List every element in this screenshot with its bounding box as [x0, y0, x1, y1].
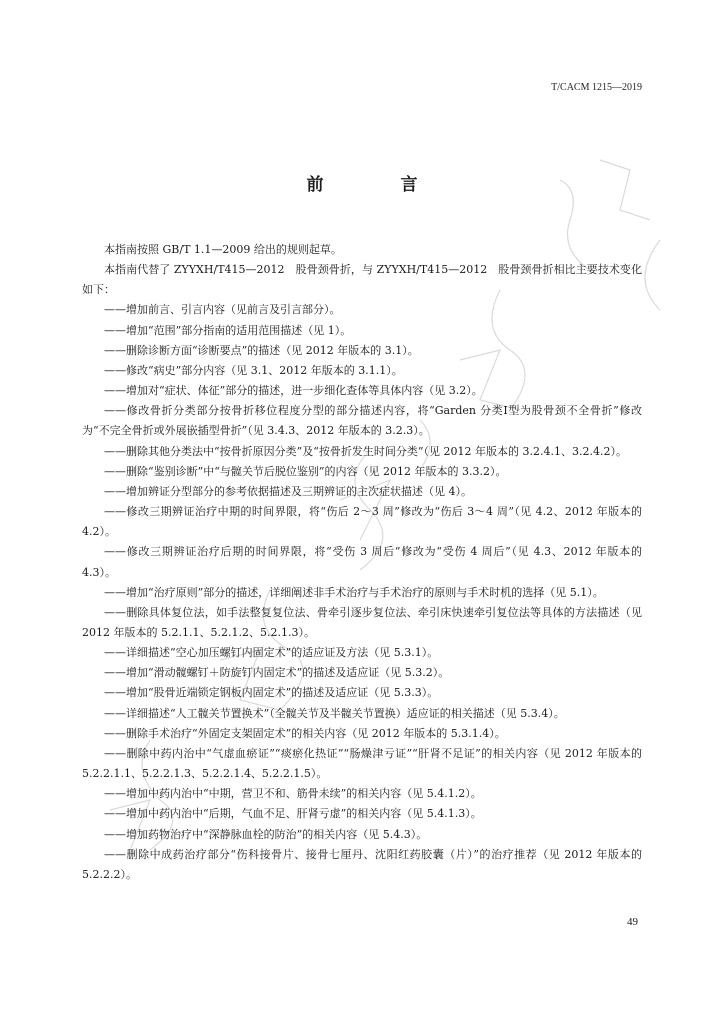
paragraph: 本指南代替了 ZYYXH/T415—2012 股骨颈骨折，与 ZYYXH/T415—2012 股骨颈骨折相比主要技术变化如下：: [82, 263, 642, 297]
page-number: 49: [627, 916, 638, 928]
page-title: 前 言: [306, 175, 448, 195]
list-item: ——删除其他分类法中“按骨折原因分类”及“按骨折发生时间分类”（见 2012 年版本的 3.2.4.1、3.2.4.2）。: [104, 444, 627, 458]
list-item: ——删除诊断方面“诊断要点”的描述（见 2012 年版本的 3.1）。: [104, 343, 419, 357]
list-item: ——增加“股骨近端锁定钢板内固定术”的描述及适应证（见 5.3.3）。: [104, 686, 439, 700]
list-item: ——增加“治疗原则”部分的描述，详细阐述非手术治疗与手术治疗的原则与手术时机的选择（见 5.1）。: [104, 585, 604, 599]
list-item: ——删除具体复位法，如手法整复复位法、骨牵引逐步复位法、牵引床快速牵引复位法等具体的方法描述（见 2012 年版本的 5.2.1.1、5.2.1.2、5.2.1.3）。: [82, 605, 642, 639]
list-item: ——删除中成药治疗部分“伤科接骨片、接骨七厘丹、沈阳红药胶囊（片）”的治疗推荐（见 2012 年版本的 5.2.2.2）。: [82, 847, 642, 881]
list-item: ——修改骨折分类部分按骨折移位程度分型的部分描述内容，将“Garden 分类Ⅰ型为股骨颈不全骨折”修改为“不完全骨折或外展嵌插型骨折”（见 3.4.3、2012 年版本的 3.2.3）。: [82, 404, 642, 438]
list-item: ——修改三期辨证治疗中期的时间界限，将“伤后 2～3 周”修改为“伤后 3～4 周”（见 4.2、2012 年版本的 4.2）。: [82, 505, 642, 539]
list-item: ——修改“病史”部分内容（见 3.1、2012 年版本的 3.1.1）。: [104, 363, 403, 377]
list-item: ——增加“范围”部分指南的适用范围描述（见 1）。: [104, 323, 352, 337]
list-item: ——增加“滑动髋螺钉＋防旋钉内固定术”的描述及适应证（见 5.3.2）。: [104, 666, 450, 680]
list-item: ——删除手术治疗“外固定支架固定术”的相关内容（见 2012 年版本的 5.3.1.4）。: [104, 726, 506, 740]
list-item: ——删除“鉴别诊断”中“与髋关节后脱位鉴别”的内容（见 2012 年版本的 3.3.2）。: [104, 464, 507, 478]
list-item: ——增加中药内治中“中期，营卫不和、筋骨未续”的相关内容（见 5.4.1.2）。: [104, 787, 482, 801]
list-item: ——增加中药内治中“后期，气血不足、肝肾亏虚”的相关内容（见 5.4.1.3）。: [104, 807, 482, 821]
list-item: ——增加前言、引言内容（见前言及引言部分）。: [104, 303, 341, 317]
list-item: ——增加对“症状、体征”部分的描述，进一步细化查体等具体内容（见 3.2）。: [104, 384, 483, 398]
list-item: ——详细描述“空心加压螺钉内固定术”的适应证及方法（见 5.3.1）。: [104, 646, 439, 660]
list-item: ——增加药物治疗中“深静脉血栓的防治”的相关内容（见 5.4.3）。: [104, 827, 428, 841]
standard-code: T/CACM 1215—2019: [551, 82, 642, 93]
list-item: ——删除中药内治中“气虚血瘀证”“痰瘀化热证”“肠燥津亏证”“肝肾不足证”的相关内容（见 2012 年版本的 5.2.2.1.1、5.2.2.1.3、5.2.2.1.4、5.2.2.1.5）。: [82, 746, 642, 781]
list-item: ——增加辨证分型部分的参考依据描述及三期辨证的主次症状描述（见 4）。: [104, 484, 472, 498]
body-text: [82, 240, 642, 885]
list-item: ——详细描述“人工髋关节置换术”（全髋关节及半髋关节置换）适应证的相关描述（见 5.3.4）。: [104, 706, 565, 720]
paragraph: 本指南按照 GB/T 1.1—2009 给出的规则起草。: [104, 243, 342, 256]
list-item: ——修改三期辨证治疗后期的时间界限，将“受伤 3 周后”修改为“受伤 4 周后”（见 4.3、2012 年版本的 4.3）。: [82, 545, 642, 579]
